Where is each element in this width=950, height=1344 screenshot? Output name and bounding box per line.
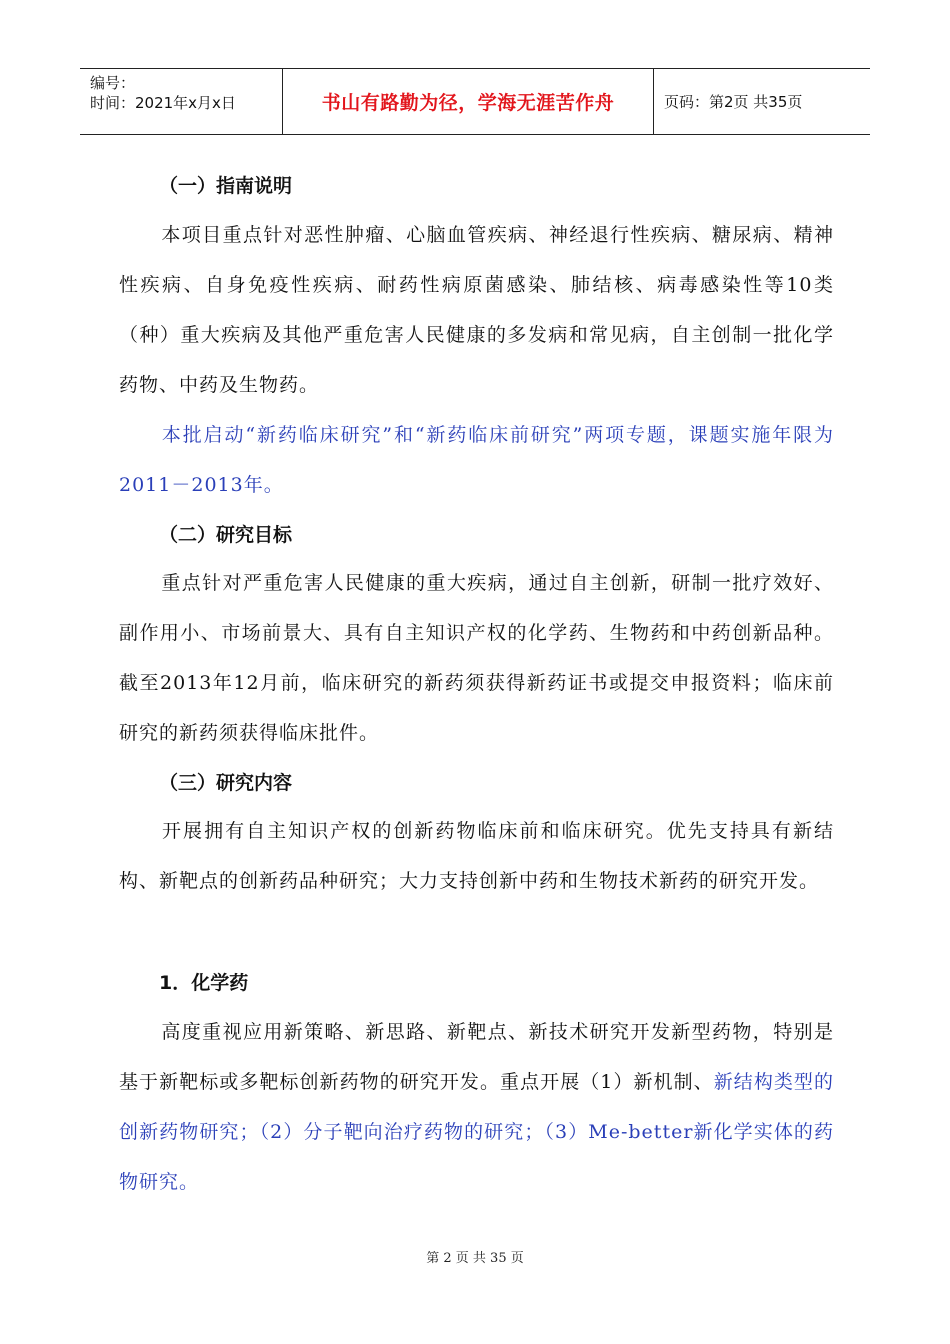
header-motto: 书山有路勤为径，学海无涯苦作舟 <box>282 69 654 134</box>
section-heading-content: （三）研究内容 <box>159 772 293 794</box>
document-number-label: 编号： <box>90 74 136 92</box>
section-heading-guide: （一）指南说明 <box>159 175 293 197</box>
paragraph-content: 开展拥有自主知识产权的创新药物临床前和临床研究。优先支持具有新结构、新靶点的创新药品种研究；大力支持创新中药和生物技术新药的研究开发。 <box>119 820 834 892</box>
paragraph-chemical-drugs: 高度重视应用新策略、新思路、新靶点、新技术研究开发新型药物，特别是基于新靶标或多靶标创新药物的研究开发。重点开展（1）新机制、新结构类型的创新药物研究；（2）分子靶向治疗药物的研究；（3）Me-better新化学实体的药物研究。 <box>119 1021 834 1193</box>
document-date: 时间：2021年x月x日 <box>90 94 236 112</box>
section-heading-goals: （二）研究目标 <box>159 524 293 546</box>
paragraph-goals: 重点针对严重危害人民健康的重大疾病，通过自主创新，研制一批疗效好、副作用小、市场前景大、具有自主知识产权的化学药、生物药和中药创新品种。截至2013年12月前，临床研究的新药须获得新药证书或提交申报资料；临床前研究的新药须获得临床批件。 <box>119 572 834 744</box>
paragraph-guide-1: 本项目重点针对恶性肿瘤、心脑血管疾病、神经退行性疾病、糖尿病、精神性疾病、自身免疫性疾病、耐药性病原菌感染、肺结核、病毒感染性等10类（种）重大疾病及其他严重危害人民健康的多发病和常见病，自主创制一批化学药物、中药及生物药。 <box>119 224 834 396</box>
subsection-heading-chemical-drugs: 1．化学药 <box>159 972 249 994</box>
page-footer: 第 2 页 共 35 页 <box>426 1251 524 1266</box>
paragraph-guide-2: 本批启动“新药临床研究”和“新药临床前研究”两项专题，课题实施年限为2011－2013年。 <box>119 424 834 496</box>
header-page-code: 页码：第2页 共35页 <box>664 93 803 111</box>
page-header <box>80 68 870 135</box>
header-meta <box>80 69 282 134</box>
